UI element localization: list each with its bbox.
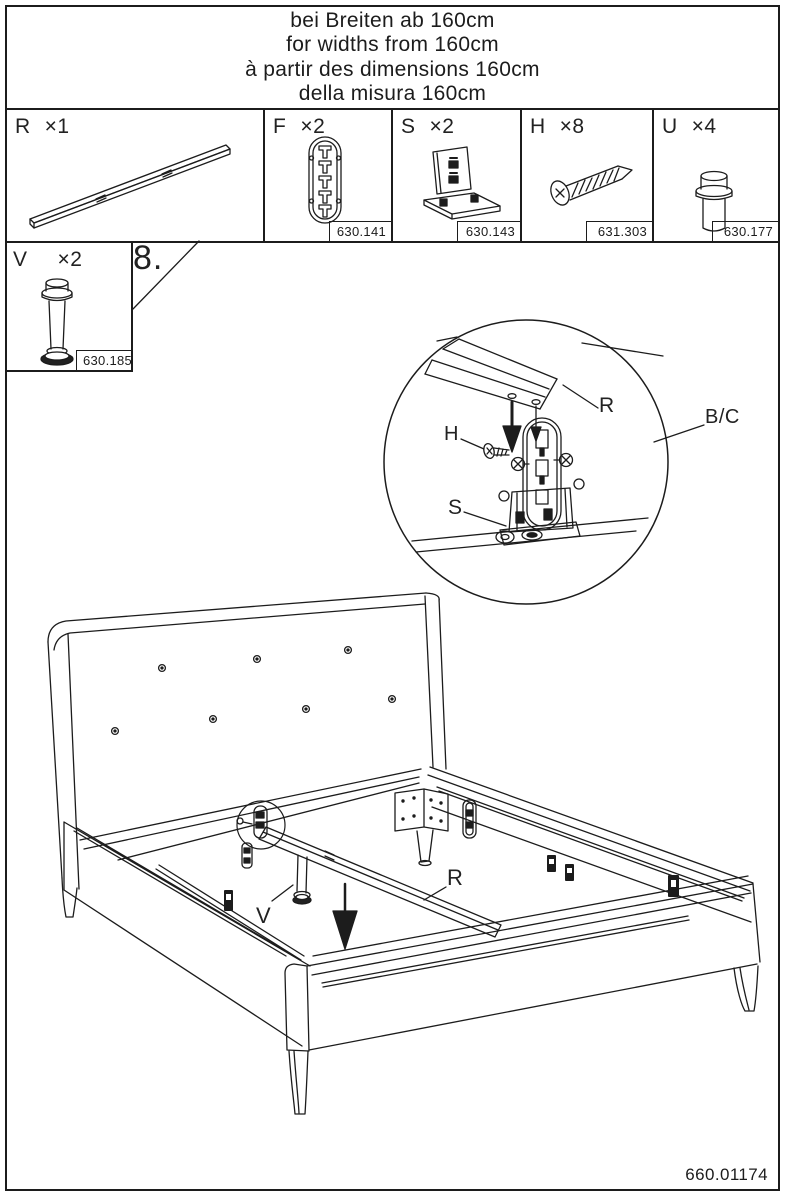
header-line-fr: à partir des dimensions 160cm [245,57,540,81]
part-s-letter: S [401,115,416,138]
part-s-qty: ×2 [429,115,455,138]
part-u-qty: ×4 [691,115,717,138]
part-u-number: 630.177 [712,221,778,241]
step-number: 8. [133,239,164,277]
header-line-it: della misura 160cm [298,82,487,105]
bed-label-v: V [256,903,272,928]
part-h-header [530,115,585,139]
detail-label-bc: B/C [705,406,740,428]
part-v-qty: ×2 [57,248,83,271]
part-s-number: 630.143 [457,221,520,241]
part-s-header [401,115,454,139]
header-note [7,7,778,110]
part-f-number: 630.141 [329,221,391,241]
part-cell-v [7,243,133,372]
page-border [5,5,780,1191]
part-cell-f [263,110,391,241]
part-f-header [273,115,325,139]
part-f-qty: ×2 [300,115,326,138]
part-f-letter: F [273,115,287,138]
part-v-header [13,248,82,272]
part-h-qty: ×8 [559,115,585,138]
part-r-qty: ×1 [44,115,70,138]
part-cell-s [391,110,520,241]
parts-row [7,110,778,243]
header-line-en: for widths from 160cm [286,33,499,56]
part-r-letter: R [15,115,31,138]
part-cell-u [652,110,778,241]
header-line-de: bei Breiten ab 160cm [290,8,495,32]
detail-label-r: R [599,394,615,417]
part-cell-r [7,110,263,241]
part-cell-h [520,110,652,241]
part-h-letter: H [530,115,546,138]
part-u-header [662,115,717,139]
bed-label-r: R [447,865,464,890]
detail-label-h: H [444,423,459,445]
doc-number: 660.01174 [685,1165,768,1184]
detail-label-s: S [448,496,463,519]
part-u-letter: U [662,115,678,138]
part-r-header [15,115,70,139]
part-h-number: 631.303 [586,221,652,241]
part-v-number: 630.185 [76,350,131,370]
part-v-letter: V [13,248,28,271]
